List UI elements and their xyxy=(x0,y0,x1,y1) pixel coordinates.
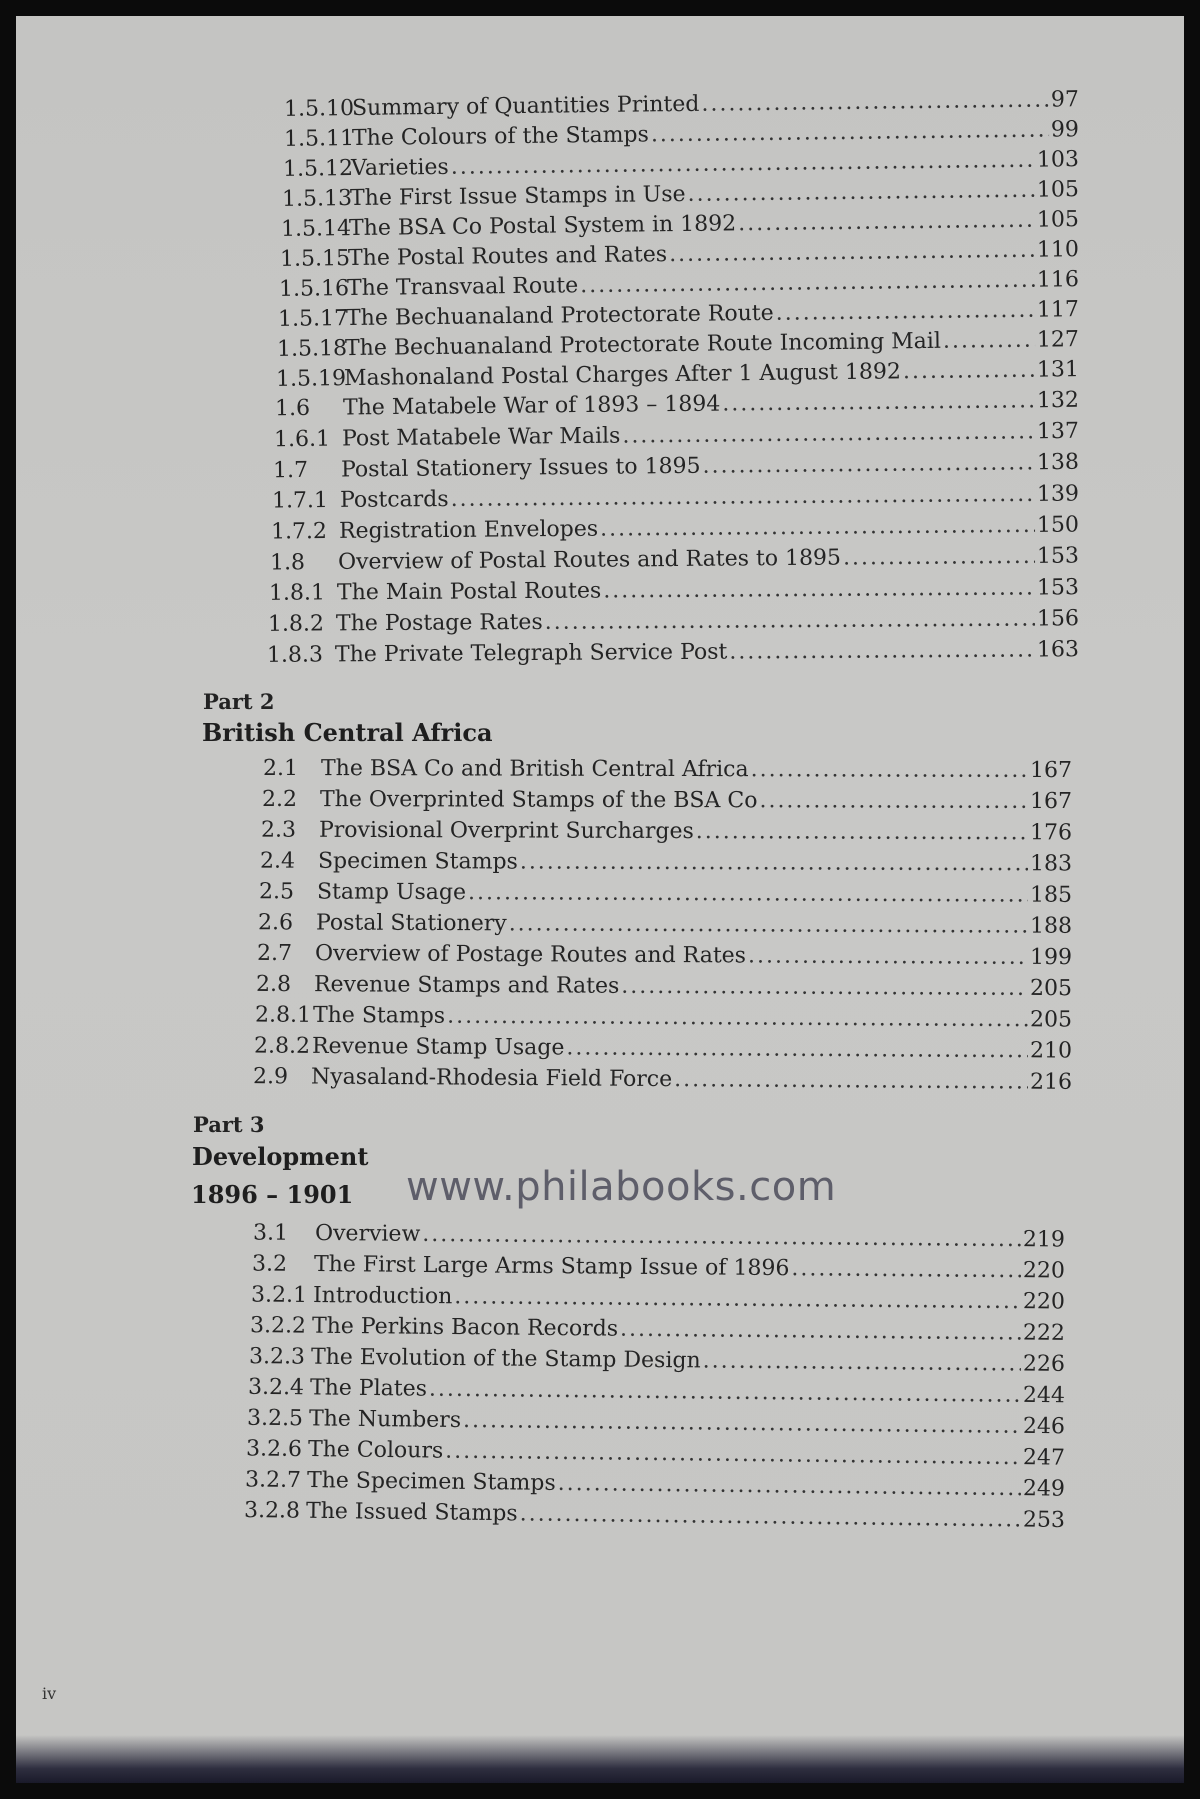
entry-page: 163 xyxy=(1036,637,1080,663)
dot-leader xyxy=(651,118,1049,148)
entry-title: The Colours of the Stamps xyxy=(351,122,650,152)
entry-title: The Bechuanaland Protectorate Route Incoming Mail xyxy=(344,328,942,362)
toc-entry xyxy=(245,1467,1065,1501)
entry-title: Post Matabele War Mails xyxy=(341,423,621,452)
entry-page: 220 xyxy=(1022,1258,1066,1284)
entry-page: 110 xyxy=(1036,237,1080,263)
entry-number: 1.5.19 xyxy=(275,366,347,392)
entry-number: 2.5 xyxy=(258,879,295,905)
dot-leader xyxy=(520,1501,1022,1532)
toc-entry xyxy=(261,818,1072,846)
entry-title: Overview of Postal Routes and Rates to 1895 xyxy=(337,545,842,575)
toc-entry xyxy=(244,1498,1065,1533)
watermark-text: www.philabooks.com xyxy=(406,1164,837,1210)
entry-number: 1.5.18 xyxy=(276,336,348,362)
page-folio: iv xyxy=(42,1684,57,1703)
entry-number: 1.5.16 xyxy=(278,276,350,302)
entry-number: 2.4 xyxy=(259,848,296,874)
toc-entry xyxy=(278,297,1079,332)
entry-page: 222 xyxy=(1022,1320,1066,1346)
dot-leader xyxy=(738,208,1035,237)
entry-page: 153 xyxy=(1036,543,1080,569)
dot-leader xyxy=(751,757,1028,783)
entry-page: 138 xyxy=(1036,449,1080,476)
dot-leader xyxy=(566,1035,1028,1063)
entry-title: The Bechuanaland Protectorate Route xyxy=(345,300,774,332)
dot-leader xyxy=(445,1439,1021,1471)
dot-leader xyxy=(463,1408,1021,1439)
entry-page: 246 xyxy=(1022,1413,1066,1440)
entry-title: The BSA Co and British Central Africa xyxy=(320,756,749,783)
entry-number: 1.5.15 xyxy=(279,246,351,272)
entry-page: 167 xyxy=(1029,788,1073,815)
toc-entry xyxy=(277,327,1079,362)
entry-number: 3.2.1 xyxy=(250,1282,308,1308)
toc-entry xyxy=(279,267,1079,302)
entry-number: 2.2 xyxy=(261,786,298,813)
dot-leader xyxy=(620,1317,1021,1346)
entry-title: The Evolution of the Stamp Design xyxy=(310,1344,701,1374)
entry-page: 244 xyxy=(1022,1382,1066,1409)
toc-entry xyxy=(267,637,1079,668)
entry-title: Specimen Stamps xyxy=(317,848,518,875)
dot-leader xyxy=(520,849,1028,876)
toc-entry xyxy=(252,1251,1065,1283)
entry-page: 150 xyxy=(1036,512,1080,538)
entry-title: Nyasaland-Rhodesia Field Force xyxy=(310,1064,673,1093)
entry-title: The Plates xyxy=(309,1375,428,1402)
toc-entry xyxy=(254,1034,1072,1064)
entry-page: 183 xyxy=(1029,851,1073,877)
entry-page: 103 xyxy=(1036,147,1080,173)
toc-entry xyxy=(256,972,1072,1001)
page-bottom-shadow xyxy=(16,1735,1184,1783)
dot-leader xyxy=(580,268,1035,299)
entry-title: The First Issue Stamps in Use xyxy=(349,181,686,212)
entry-title: The Private Telegraph Service Post xyxy=(334,639,728,668)
dot-leader xyxy=(722,388,1035,416)
dot-leader xyxy=(669,238,1035,267)
entry-number: 3.2.4 xyxy=(247,1374,305,1401)
entry-title: The Matabele War of 1893 – 1894 xyxy=(342,391,721,421)
dot-leader xyxy=(702,450,1035,478)
dot-leader xyxy=(696,819,1028,845)
toc-entry xyxy=(246,1436,1065,1470)
entry-title: Provisional Overprint Surcharges xyxy=(318,817,694,845)
entry-title: Varieties xyxy=(350,154,449,182)
entry-title: Postcards xyxy=(339,486,449,513)
toc-entry xyxy=(258,910,1072,939)
entry-page: 210 xyxy=(1029,1038,1073,1064)
dot-leader xyxy=(748,943,1028,969)
dot-leader xyxy=(422,1222,1021,1252)
entry-title: Postal Stationery Issues to 1895 xyxy=(340,453,701,483)
entry-number: 3.2 xyxy=(251,1251,288,1277)
dot-leader xyxy=(703,1348,1022,1376)
toc-entry xyxy=(268,606,1079,637)
toc-entry xyxy=(260,849,1072,877)
entry-title: The Stamps xyxy=(312,1002,446,1029)
part-label: Part 3 xyxy=(193,1112,265,1137)
part-title: British Central Africa xyxy=(202,718,493,747)
entry-page: 176 xyxy=(1029,820,1073,846)
toc-entry xyxy=(282,177,1079,212)
toc-entry xyxy=(270,543,1079,575)
entry-title: Stamp Usage xyxy=(316,879,467,906)
entry-title: Summary of Quantities Printed xyxy=(351,91,700,122)
entry-number: 2.8 xyxy=(255,971,292,998)
entry-page: 188 xyxy=(1029,913,1073,939)
toc-entry xyxy=(257,941,1072,970)
toc-entry xyxy=(273,450,1079,483)
entry-title: The Transvaal Route xyxy=(346,273,579,302)
entry-number: 2.1 xyxy=(262,755,299,782)
toc-entry xyxy=(259,879,1072,908)
entry-title: Registration Envelopes xyxy=(338,516,599,544)
dot-leader xyxy=(468,880,1028,907)
entry-title: The First Large Arms Stamp Issue of 1896 xyxy=(313,1251,790,1282)
entry-number: 2.3 xyxy=(260,817,297,843)
dot-leader xyxy=(621,974,1028,1001)
entry-page: 116 xyxy=(1036,267,1080,293)
entry-title: The Postage Rates xyxy=(335,609,543,637)
toc-entry xyxy=(284,117,1079,152)
toc-entry xyxy=(262,787,1072,814)
part-title: Development xyxy=(192,1142,369,1171)
entry-page: 153 xyxy=(1036,575,1080,601)
dot-leader xyxy=(600,513,1035,542)
dot-leader xyxy=(791,1256,1021,1283)
entry-title: Postal Stationery xyxy=(315,910,507,937)
entry-page: 97 xyxy=(1050,87,1080,113)
toc-entry xyxy=(269,575,1079,606)
entry-page: 131 xyxy=(1036,357,1080,383)
entry-title: The Colours xyxy=(307,1437,444,1464)
entry-page: 105 xyxy=(1036,177,1080,203)
dot-leader xyxy=(701,88,1049,117)
dot-leader xyxy=(687,178,1035,207)
part-label: Part 2 xyxy=(203,689,275,714)
entry-title: The Issued Stamps xyxy=(305,1498,518,1527)
entry-number: 3.2.7 xyxy=(244,1467,302,1493)
dot-leader xyxy=(451,148,1036,180)
entry-number: 2.8.1 xyxy=(254,1002,312,1028)
entry-page: 105 xyxy=(1036,207,1080,233)
book-page xyxy=(16,16,1184,1783)
entry-number: 1.5.14 xyxy=(280,216,352,242)
part-subtitle: 1896 – 1901 xyxy=(191,1180,354,1209)
dot-leader xyxy=(545,606,1035,634)
dot-leader xyxy=(674,1067,1028,1094)
entry-number: 1.5.12 xyxy=(282,156,354,182)
dot-leader xyxy=(447,1004,1028,1033)
dot-leader xyxy=(429,1377,1021,1408)
dot-leader xyxy=(729,637,1035,664)
entry-number: 1.7.1 xyxy=(271,488,329,514)
toc-entry xyxy=(250,1313,1065,1346)
toc-entry xyxy=(249,1344,1065,1377)
dot-leader xyxy=(622,419,1035,448)
entry-page: 249 xyxy=(1022,1476,1066,1502)
entry-number: 1.5.13 xyxy=(281,186,353,212)
entry-number: 1.8.2 xyxy=(267,611,325,637)
toc-entry xyxy=(274,419,1079,452)
entry-title: Revenue Stamp Usage xyxy=(311,1033,565,1061)
dot-leader xyxy=(776,298,1036,326)
entry-page: 226 xyxy=(1022,1351,1066,1377)
entry-title: The Main Postal Routes xyxy=(336,578,602,606)
entry-page: 253 xyxy=(1022,1507,1066,1534)
dot-leader xyxy=(759,788,1028,814)
toc-entry xyxy=(283,147,1079,182)
toc-entry xyxy=(281,207,1079,242)
toc-entry xyxy=(276,357,1079,392)
toc-entry xyxy=(280,237,1079,272)
entry-number: 1.6.1 xyxy=(273,426,331,453)
entry-number: 1.7 xyxy=(272,457,309,484)
entry-number: 3.2.6 xyxy=(245,1436,303,1462)
entry-page: 205 xyxy=(1029,1007,1073,1033)
entry-page: 199 xyxy=(1029,944,1073,971)
dot-leader xyxy=(943,328,1035,354)
entry-number: 3.2.5 xyxy=(246,1405,304,1432)
entry-title: The Numbers xyxy=(308,1406,462,1433)
table-of-contents xyxy=(16,16,1184,1783)
entry-page: 132 xyxy=(1036,387,1080,414)
entry-page: 137 xyxy=(1036,418,1080,445)
entry-page: 220 xyxy=(1022,1289,1066,1315)
entry-page: 216 xyxy=(1029,1069,1073,1095)
dot-leader xyxy=(558,1471,1022,1501)
entry-number: 3.2.8 xyxy=(243,1497,301,1524)
toc-entry xyxy=(275,388,1079,421)
entry-number: 1.6 xyxy=(274,395,311,422)
entry-number: 1.5.11 xyxy=(283,126,355,152)
entry-number: 1.8.1 xyxy=(268,580,326,606)
dot-leader xyxy=(903,358,1035,385)
entry-number: 2.7 xyxy=(256,940,293,967)
entry-page: 219 xyxy=(1022,1227,1066,1253)
toc-entry xyxy=(271,512,1079,544)
entry-number: 2.6 xyxy=(257,910,294,936)
dot-leader xyxy=(451,482,1036,512)
entry-title: The Postal Routes and Rates xyxy=(347,242,668,272)
entry-number: 1.8.3 xyxy=(266,642,324,668)
dot-leader xyxy=(843,544,1035,571)
entry-page: 127 xyxy=(1036,327,1080,353)
entry-number: 3.1 xyxy=(252,1220,289,1246)
toc-entry xyxy=(248,1375,1065,1409)
toc-entry xyxy=(253,1220,1065,1252)
entry-title: The Specimen Stamps xyxy=(306,1468,556,1496)
entry-page: 167 xyxy=(1029,757,1073,784)
entry-title: The BSA Co Postal System in 1892 xyxy=(348,211,737,242)
toc-entry xyxy=(272,481,1079,513)
toc-entry xyxy=(253,1064,1072,1095)
entry-page: 117 xyxy=(1036,297,1080,323)
entry-number: 2.9 xyxy=(252,1064,289,1090)
entry-title: Overview xyxy=(314,1220,421,1247)
entry-number: 1.5.17 xyxy=(277,306,349,332)
entry-title: Revenue Stamps and Rates xyxy=(313,972,620,999)
entry-page: 99 xyxy=(1050,117,1080,143)
entry-number: 1.8 xyxy=(269,550,306,576)
toc-entry xyxy=(284,87,1079,122)
entry-title: Overview of Postage Routes and Rates xyxy=(314,941,747,969)
toc-entry xyxy=(255,1003,1072,1033)
dot-leader xyxy=(603,575,1035,603)
entry-number: 1.7.2 xyxy=(270,519,328,545)
toc-entry xyxy=(247,1406,1065,1440)
toc-entry xyxy=(251,1282,1065,1314)
toc-entry xyxy=(263,756,1072,783)
entry-page: 139 xyxy=(1036,481,1080,507)
entry-page: 156 xyxy=(1036,606,1080,632)
entry-page: 185 xyxy=(1029,882,1073,908)
dot-leader xyxy=(509,911,1028,938)
dot-leader xyxy=(454,1284,1021,1314)
entry-number: 1.5.10 xyxy=(283,96,355,122)
entry-title: The Overprinted Stamps of the BSA Co xyxy=(319,787,758,814)
entry-title: The Perkins Bacon Records xyxy=(311,1313,619,1342)
entry-title: Mashonaland Postal Charges After 1 August 1892 xyxy=(343,359,902,392)
entry-number: 3.2.2 xyxy=(249,1313,307,1339)
entry-number: 3.2.3 xyxy=(248,1344,306,1370)
entry-page: 205 xyxy=(1029,975,1073,1002)
entry-number: 2.8.2 xyxy=(253,1033,311,1059)
entry-title: Introduction xyxy=(312,1282,453,1310)
entry-page: 247 xyxy=(1022,1445,1066,1471)
